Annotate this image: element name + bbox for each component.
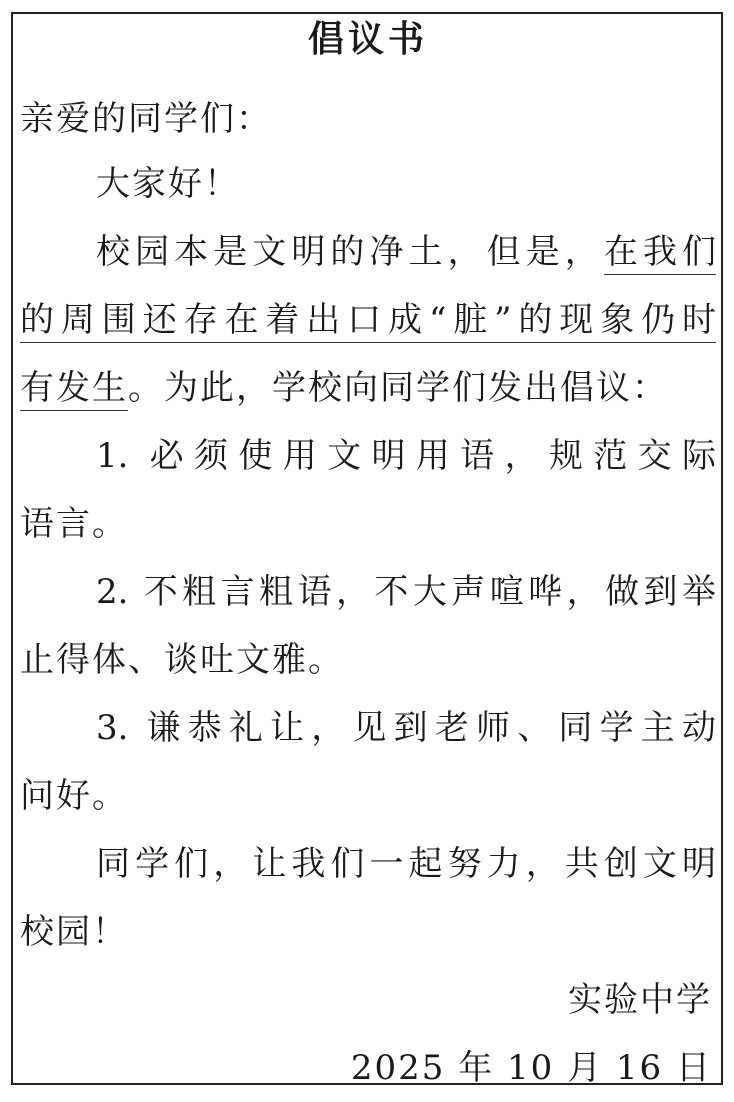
page-title: 倡议书 [307, 19, 428, 60]
underlined-text: 在我们 [604, 232, 716, 275]
item2-line1: 2. 不粗言粗语，不大声喧哗，做到举 [96, 572, 716, 612]
para1-line3 [20, 354, 716, 422]
para1-line1 [20, 218, 716, 286]
para1-line2 [20, 286, 716, 354]
para1-text: 校园本是文明的净土，但是， [96, 232, 604, 272]
date: 2025 年 10 月 16 日 [350, 1048, 712, 1088]
salutation: 亲爱的同学们： [20, 99, 272, 139]
closing-line2: 校园！ [20, 912, 128, 952]
underlined-text: 有发生 [20, 368, 128, 411]
item3-line1: 3. 谦恭礼让，见到老师、同学主动 [96, 708, 716, 748]
item3-line2: 问好。 [20, 776, 128, 816]
item1-line1: 1. 必须使用文明用语，规范交际 [96, 436, 716, 476]
proposal-letter [20, 18, 716, 1102]
underlined-text: 的周围还存在着出口成“脏”的现象仍时 [20, 300, 716, 343]
signature: 实验中学 [568, 980, 712, 1020]
closing-line1: 同学们，让我们一起努力，共创文明 [96, 844, 716, 884]
item1-line2: 语言。 [20, 504, 128, 544]
item2-line2: 止得体、谈吐文雅。 [20, 640, 344, 680]
greeting: 大家好！ [96, 164, 240, 204]
para1-text: 。为此，学校向同学们发出倡议： [128, 368, 668, 408]
